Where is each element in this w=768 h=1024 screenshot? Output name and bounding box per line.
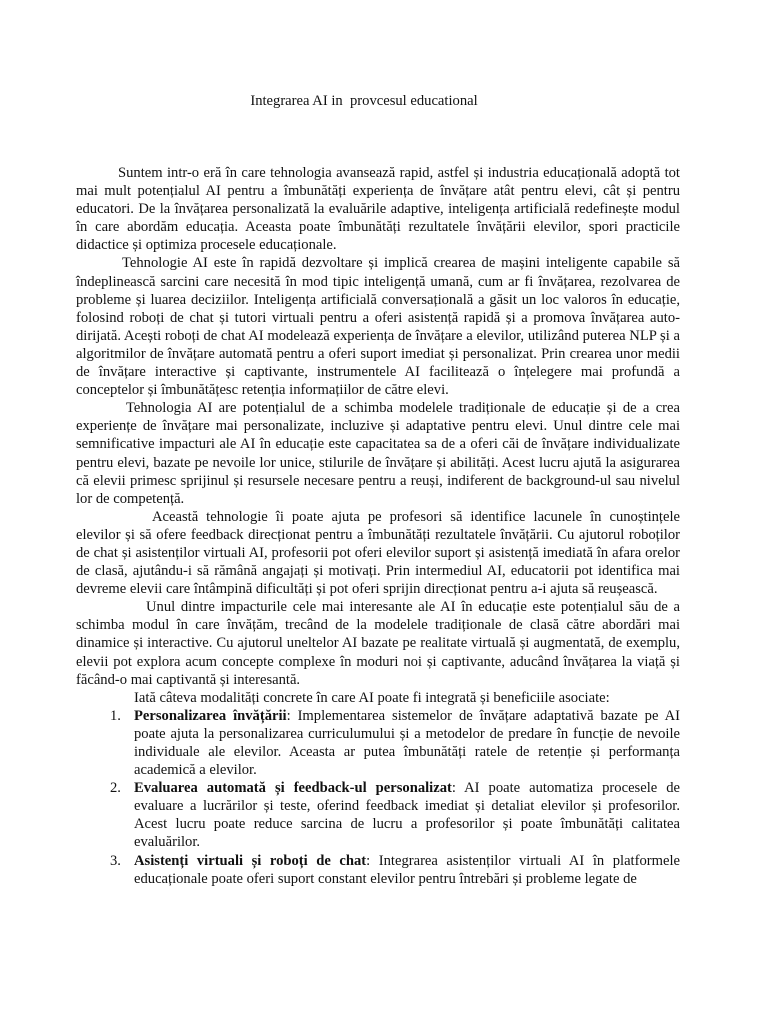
list-item-number: 2. [110, 780, 121, 797]
list-item [110, 852, 680, 888]
list-item-text: : Implementarea sistemelor de învățare adaptativă bazate pe AI poate ajuta la personalizarea curriculumului și a metodelor de predare în funcție de nevoile individuale ale elevilor. Aceasta ar putea îmbunătăți ratele de retenție și performanța academică a elevilor. [134, 707, 680, 779]
paragraph-1: Suntem intr-o eră în care tehnologia avansează rapid, astfel și industria educațională adoptă tot mai mult potențialul AI pentru a îmbunătăți experiența de învățare atât pentru elevi, cât și pentru educatori. De la învățarea personalizată la evaluările adaptive, inteligența artificială redefinește modul în care abordăm educația. Aceasta poate îmbunătăți rezultatele învățării elevilor, spori practicile didactice și optimiza procesele educaționale. [76, 165, 680, 254]
paragraph-5: Unul dintre impacturile cele mai interesante ale AI în educație este potențialul său de a schimba modul în care învățăm, trecând de la modelele tradiționale de clasă către abordări mai dinamice și interactive. Cu ajutorul uneltelor AI bazate pe realitate virtuală și augmentată, de exemplu, elevii pot explora acum concepte complexe în moduri noi și captivante, aducând învățarea la viață și făcând-o mai captivantă și interesantă. [76, 599, 680, 688]
list-item-text: : Integrarea asistenților virtuali AI în platformele educaționale poate oferi suport constant elevilor pentru întrebări și probleme legate de [134, 852, 680, 887]
list-item-number: 1. [110, 707, 121, 724]
list-item-text: : AI poate automatiza procesele de evaluare a lucrărilor și teste, oferind feedback imediat și detaliat elevilor și profesorilor. Acest lucru poate reduce sarcina de lucru a profesorilor și poate îmbunătăți calitatea evaluărilor. [134, 780, 681, 851]
list-item-heading: Evaluarea automată și feedback-ul personalizat [134, 780, 452, 797]
list-item [110, 779, 681, 851]
list-item-heading: Asistenți virtuali și roboți de chat [134, 852, 367, 869]
document-body [76, 164, 680, 888]
benefits-list [76, 707, 680, 888]
list-intro: Iată câteva modalități concrete în care AI poate fi integrată și beneficiile asociate: [134, 689, 610, 706]
paragraph-3: Tehnologia AI are potențialul de a schimba modelele tradiționale de educație și de a crea experiențe de învățare mai personalizate, incluzive și adaptative pentru elevi. Unul dintre cele mai semnificative impacturi ale AI în educație este capacitatea sa de a oferi căi de învățare individualizate pentru elevi, bazate pe nevoile lor unice, stilurile de învățare și abilități. Acest lucru ajută la asigurarea că elevii primesc sprijinul și resursele necesare pentru a reuși, indiferent de background-ul sau nivelul lor de competență. [76, 400, 680, 507]
paragraph-2: Tehnologie AI este în rapidă dezvoltare și implică crearea de mașini inteligente capabile să îndeplinească sarcini care necesită în mod tipic inteligență umană, cum ar fi învățarea, rezolvarea de probleme și luarea deciziilor. Inteligența artificială conversațională a găsit un loc valoros în educație, folosind roboți de chat și tutori virtuali pentru a oferi asistență rapidă și a promova învățarea auto-dirijată. Acești roboți de chat AI modelează experiența de învățare a elevilor, utilizând puterea NLP și a algoritmilor de învățare automată pentru a oferi suport imediat și personalizat. Prin crearea unor medii de învățare interactive și captivante, instrumentele AI facilitează o înțelegere mai profundă a conceptelor și îmbunătățesc retenția informațiilor de către elevi. [76, 255, 680, 399]
list-item-heading: Personalizarea învățării [134, 707, 287, 724]
document-title: Integrarea AI in provcesul educational [250, 93, 478, 109]
list-item [110, 707, 680, 779]
list-item-number: 3. [110, 852, 121, 869]
paragraph-4: Această tehnologie îi poate ajuta pe profesori să identifice lacunele în cunoștințele elevilor și să ofere feedback direcționat pentru a îmbunătăți rezultatele învățării. Cu ajutorul roboților de chat și asistenților virtuali AI, profesorii pot oferi elevilor suport și asistență imediată în afara orelor de clasă, ajutându-i să rămână angajați și motivați. Prin intermediul AI, educatorii pot identifica mai devreme elevii care întâmpină dificultăți și pot oferi sprijin direcționat pentru a-i ajuta să reușească. [76, 508, 680, 598]
